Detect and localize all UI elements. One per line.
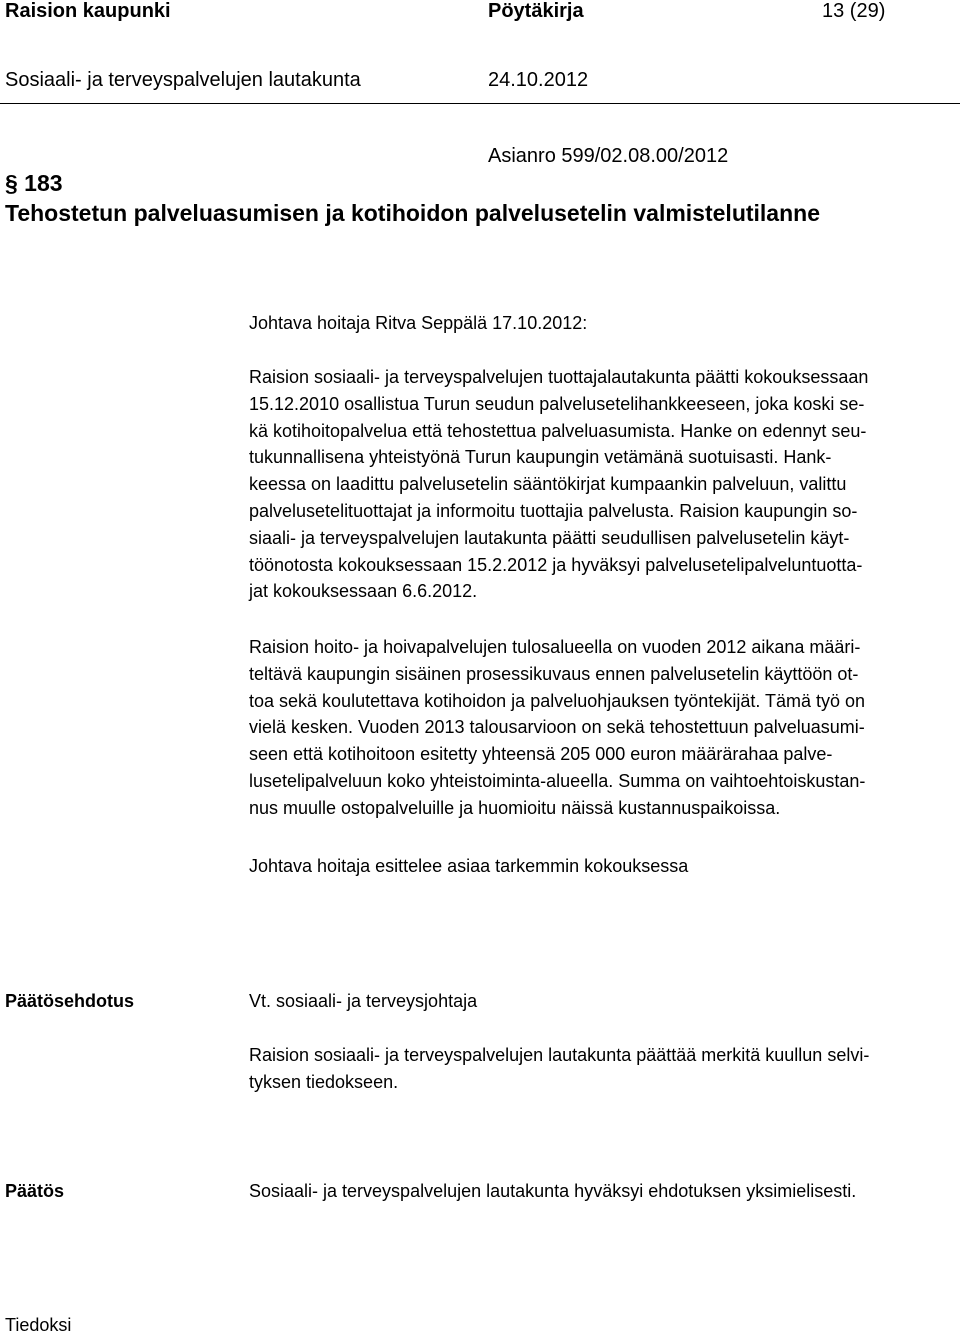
paragraph-1-line: siaali- ja terveyspalvelujen lautakunta päätti seudullisen palvelusetelin käyt- <box>249 527 850 548</box>
paragraph-1-line: jat kokouksessaan 6.6.2012. <box>249 581 478 602</box>
committee-name: Sosiaali- ja terveyspalvelujen lautakunta <box>5 69 361 91</box>
paragraph-2-line: seen että kotihoitoon esitetty yhteensä 205 000 euron määrärahaa palve- <box>249 744 833 765</box>
proposal-label: Päätösehdotus <box>5 991 135 1011</box>
presenter-line: Johtava hoitaja esittelee asiaa tarkemmin kokouksessa <box>249 856 689 876</box>
paragraph-2-line: nus muulle ostopalveluille ja huomioitu näissä kustannuspaikoissa. <box>249 797 781 818</box>
paragraph-2-line: teltävä kaupungin sisäinen prosessikuvaus ennen palvelusetelin käyttöön ot- <box>249 663 859 684</box>
case-number: Asianro 599/02.08.00/2012 <box>488 145 729 167</box>
section-number: § 183 <box>5 170 63 196</box>
proposal-text <box>249 1042 955 1096</box>
document-type: Pöytäkirja <box>488 0 584 22</box>
paragraph-2 <box>249 634 955 822</box>
paragraph-1-line: tukunnallisena yhteistyönä Turun kaupungin vetämänä suotuisasti. Hank- <box>249 447 832 468</box>
paragraph-1 <box>249 364 955 605</box>
paragraph-2-line: Raision hoito- ja hoivapalvelujen tulosalueella on vuoden 2012 aikana määri- <box>249 637 861 657</box>
page-number: 13 (29) <box>822 0 886 22</box>
item-title: Tehostetun palveluasumisen ja kotihoidon palvelusetelin valmistelutilanne <box>5 200 820 226</box>
paragraph-1-line: keessa on laadittu palvelusetelin sääntökirjat kumpaankin palveluun, valittu <box>249 474 847 495</box>
proposer: Vt. sosiaali- ja terveysjohtaja <box>249 991 478 1011</box>
paragraph-1-line: Raision sosiaali- ja terveyspalvelujen tuottajalautakunta päätti kokouksessaan <box>249 367 869 387</box>
header-divider <box>0 103 960 104</box>
paragraph-2-line: toa sekä koulutettava kotihoidon ja palveluohjauksen työntekijät. Tämä työ on <box>249 690 866 711</box>
paragraph-1-line: 15.12.2010 osallistua Turun seudun palvelusetelihankkeeseen, joka koski se- <box>249 393 865 414</box>
distribution-label: Tiedoksi <box>5 1315 72 1335</box>
proposal-text-line: Raision sosiaali- ja terveyspalvelujen lautakunta päättää merkitä kuullun selvi- <box>249 1045 870 1065</box>
meeting-date: 24.10.2012 <box>488 69 589 91</box>
paragraph-1-line: palvelusetelituottajat ja informoitu tuottajia palvelusta. Raision kaupungin so- <box>249 500 858 521</box>
author-line: Johtava hoitaja Ritva Seppälä 17.10.2012: <box>249 313 588 333</box>
paragraph-2-line: lusetelipalveluun koko yhteistoiminta-alueella. Summa on vaihtoehtoiskustan- <box>249 770 866 791</box>
decision-text: Sosiaali- ja terveyspalvelujen lautakunta hyväksyi ehdotuksen yksimielisesti. <box>249 1181 857 1201</box>
paragraph-1-line: kä kotihoitopalvelua että tehostettua palveluasumista. Hanke on edennyt seu- <box>249 420 867 441</box>
paragraph-2-line: vielä kesken. Vuoden 2013 talousarvioon on sekä tehostettuun palveluasumi- <box>249 717 865 738</box>
city-name: Raision kaupunki <box>5 0 171 22</box>
proposal-text-line: tyksen tiedokseen. <box>249 1071 399 1092</box>
decision-label: Päätös <box>5 1181 65 1201</box>
paragraph-1-line: töönotosta kokouksessaan 15.2.2012 ja hyväksyi palvelusetelipalveluntuotta- <box>249 554 863 575</box>
